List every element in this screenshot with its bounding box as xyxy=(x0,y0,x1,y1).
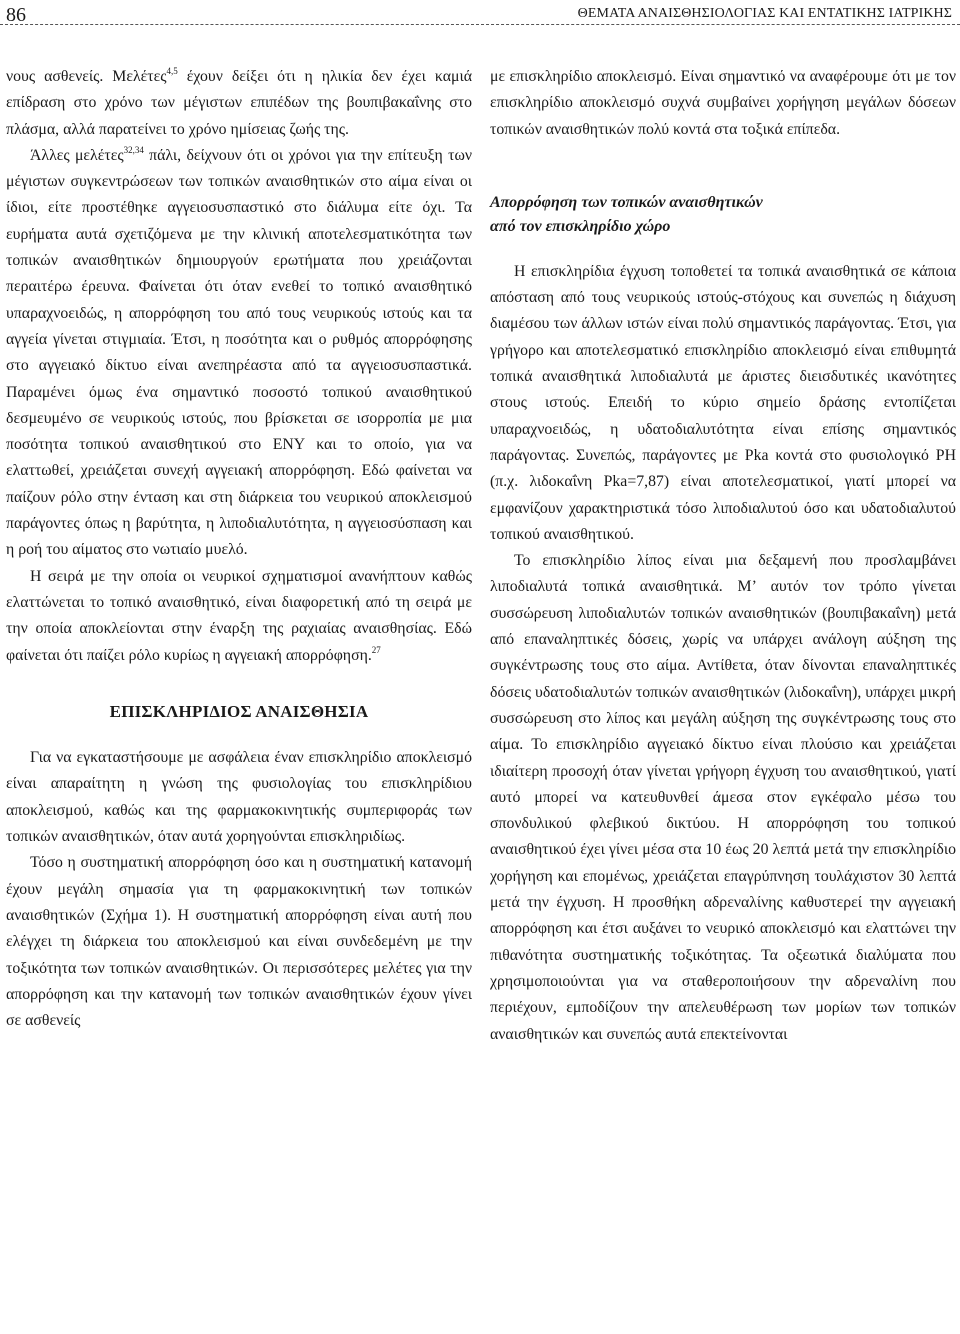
reference-superscript: 32,34 xyxy=(123,144,144,155)
subheading xyxy=(490,191,956,239)
paragraph-text: Η σειρά με την οποία οι νευρικοί σχηματισμοί ανανήπτουν καθώς ελαττώνεται το τοπικό αναισθητικό, είναι διαφορετική από τη σειρά με την οποία αποκλείονται στην έναρξη της ραχιαίας αναισθησίας. Εδώ φαίνεται ότι παίζει ρόλο κυρίως η αγγειακή απορρόφηση. xyxy=(6,567,472,664)
paragraph-2: Η επισκληρίδια έγχυση τοποθετεί τα τοπικά αναισθητικά σε κάποια απόσταση από τους νευρικούς ιστούς-στόχους και συνεπώς η διάχυση διαμέσου των άλλων ιστών είναι πολύ σημαντικός παράγοντας. Έτσι, για γρήγορο και αποτελεσματικό επισκληρίδιο αποκλεισμό είναι επιθυμητά τοπικά αναισθητικά λιποδιαλυτά με άριστες διεισδυτικές ικανότητες στους ιστούς. Επειδή το κύριο σημείο δράσης εντοπίζεται υπαραχνοειδώς, η υδατοδιαλυτότητα είναι επίσης σημαντικός παράγοντας. Συνεπώς, παράγοντες με Pka κοντά στο φυσιολογικό PH (π.χ. λιδοκαΐνη Pka=7,87) είναι αποτελεσματικοί, γιατί μπορεί να εμφανίζουν χαρακτηριστικά τόσο λιποδιαλυτού όσο και υδατοδιαλυτού τοπικού αναισθητικού. xyxy=(490,262,956,543)
reference-superscript: 4,5 xyxy=(166,66,178,76)
page-number: 86 xyxy=(6,4,26,26)
paragraph-2 xyxy=(6,143,472,564)
paragraph-1: με επισκληρίδιο αποκλεισμό. Είναι σημαντικό να αναφέρουμε ότι με τον επισκληρίδιο αποκλεισμό συχνά συμβαίνει χορήγηση μεγάλων δόσεων τοπικών αναισθητικών πολύ κοντά στα τοξικά επίπεδα. xyxy=(490,68,956,138)
section-heading: ΕΠΙΣΚΛΗΡΙΔΙΟΣ ΑΝΑΙΣΘΗΣΙΑ xyxy=(109,701,369,721)
running-title: ΘΕΜΑΤΑ ΑΝΑΙΣΘΗΣΙΟΛΟΓΙΑΣ ΚΑΙ ΕΝΤΑΤΙΚΗΣ ΙΑΤΡΙΚΗΣ xyxy=(577,6,952,21)
paragraph-4: Για να εγκαταστήσουμε με ασφάλεια έναν επισκληρίδιο αποκλεισμό είναι απαραίτητη η γνώση της φυσιολογίας του επισκληρίδιου αποκλεισμού, καθώς και της φαρμακοκινητικής συμπεριφοράς των τοπικών αναισθητικών, όταν αυτά χορηγούνται επισκληριδίως. xyxy=(6,749,472,846)
right-column xyxy=(490,64,956,1048)
paragraph-3: Το επισκληρίδιο λίπος είναι μια δεξαμενή που προσλαμβάνει λιποδιαλυτά τοπικά αναισθητικά. Μ’ αυτόν τον τρόπο γίνεται συσσώρευση λιποδιαλυτών τοπικών αναισθητικών (βουπιβακαΐνη) μετά από επαναληπτικές δόσεις, χωρίς να υπάρχει ανάλογη αύξηση της συγκέντρωσης τους στο αίμα. Αντίθετα, όταν δίνονται επαναληπτικές δόσεις υδατοδιαλυτών τοπικών αναισθητικών (λιδοκαΐνη), υπάρχει μικρή συσσώρευση στο λίπος και μεγάλη αύξηση της συγκέντρωσης τους στο αίμα. Το επισκληρίδιο αγγειακό δίκτυο είναι πλούσιο και χρειάζεται ιδιαίτερη προσοχή όταν γίνεται γρήγορη έγχυση του αναισθητικού, γιατί αυτό μπορεί να κατευθυνθεί άμεσα στον εγκέφαλο μέσω του σπονδυλικού φλεβικού δικτύου. Η απορρόφηση του τοπικού αναισθητικού έχει γίνει μέσα στα 10 έως 20 λεπτά μετά την επισκληρίδιο χορήγηση και επομένως, χρειάζεται επαγρύπνηση τουλάχιστον 30 λεπτά μετά την έγχυση. Η προσθήκη αδρεναλίνης καθυστερεί την αγγειακή απορρόφηση και έτσι αυξάνει το νευρικό αποκλεισμό και ελαττώνει την πιθανότητα συστηματικής τοξικότητας. Τα οξεωτικά διαλύματα που χρησιμοποιούνται για να σταθεροποιήσουν την αδρεναλίνη που περιέχουν, εμποδίζουν την απελευθέρωση των μορίων των τοπικών αναισθητικών και συνεπώς αυτά επεκτείνονται xyxy=(490,552,956,1043)
paragraph-text: πάλι, δείχνουν ότι οι χρόνοι για την επίτευξη των μέγιστων συγκεντρώσεων των τοπικών αναισθητικών στο αίμα είναι οι ίδιοι, είτε προστέθηκε αγγειοσυσπαστικό στο διάλυμα είτε όχι. Τα ευρήματα αυτά σχετιζόμενα με την κλινική αποτελεσματικότητα των τοπικών αναισθητικών δημιουργούν ερωτήματα που χρειάζονται περαιτέρω έρευνα. Φαίνεται ότι όταν ενεθεί το τοπικό αναισθητικό υπαραχνοειδώς, η απορρόφηση του από τους νευρικούς ιστούς και τα αγγεία γίνεται στιγμιαία. Έτσι, η ποσότητα και ο ρυθμός απορρόφησης στο αγγειακό δίκτυο είναι ανεπηρέαστα από τα αγγειοσυσπαστικά. Παραμένει όμως ένα σημαντικό ποσοστό τοπικού αναισθητικού δεσμευμένο σε νευρικούς ιστούς, που βρίσκεται σε ισορροπία με μια ποσότητα τοπικού αναισθητικού στο ΕΝΥ και το οποίο, για να ελαττωθεί, χρειάζεται συνεχή αγγειακή απορρόφηση. Εδώ φαίνεται να παίζουν ρόλο στην ένταση και στη διάρκεια του νευρικού αποκλεισμού παράγοντες όπως η βαρύτητα, η λιποδιαλυτότητα, η αγγειοσύσπαση και η ροή του αίματος στο νωτιαίο μυελό. xyxy=(6,146,472,559)
paragraph-5: Τόσο η συστηματική απορρόφηση όσο και η συστηματική κατανομή έχουν μεγάλη σημασία για τη φαρμακοκινητική των τοπικών αναισθητικών (Σχήμα 1). Η συστηματική απορρόφηση είναι αυτή που ελέγχει τη διάρκεια του αποκλεισμού και είναι συνδεδεμένη με την τοξικότητα των τοπικών αναισθητικών. Οι περισσότερες μελέτες για την απορρόφηση και την κατανομή των τοπικών αναισθητικών έχουν γίνει σε ασθενείς xyxy=(6,854,472,1030)
paragraph-text: έχουν δείξει ότι η ηλικία δεν έχει καμιά επίδραση στο χρόνο των μέγιστων επιπέδων της βουπιβακαΐνης στο πλάσμα, αλλά παρατείνει το χρόνο ημίσειας ζωής της. xyxy=(6,68,472,138)
paragraph-text: νους ασθενείς. Μελέτες xyxy=(6,68,167,85)
page-header xyxy=(0,0,960,30)
subheading-line-1: Απορρόφηση των τοπικών αναισθητικών xyxy=(490,193,763,211)
reference-superscript: 27 xyxy=(371,644,381,655)
paragraph-3 xyxy=(6,564,472,669)
paragraph-text: Άλλες μελέτες xyxy=(30,146,124,164)
header-divider xyxy=(0,24,960,25)
paragraph-1 xyxy=(6,64,472,143)
left-column xyxy=(6,64,472,1034)
subheading-line-2: από τον επισκληρίδιο χώρο xyxy=(490,217,671,235)
